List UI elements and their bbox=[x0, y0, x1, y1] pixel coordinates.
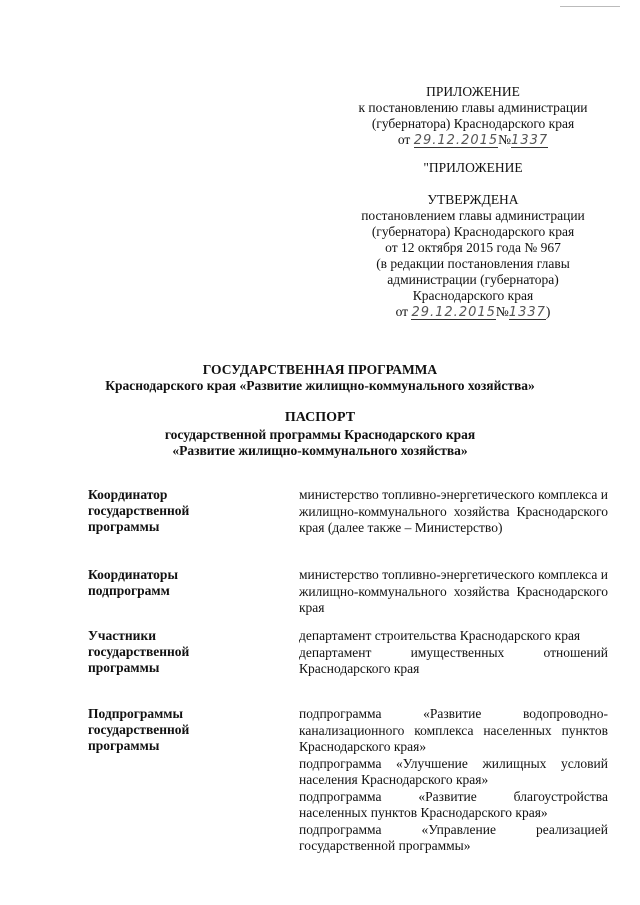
row-label bbox=[88, 487, 258, 535]
row-label-line: государственной bbox=[88, 503, 190, 518]
number-sign: № bbox=[498, 132, 512, 147]
spacer bbox=[358, 176, 588, 192]
closing-paren: ) bbox=[545, 304, 551, 319]
row-label bbox=[88, 706, 258, 754]
from-label: от bbox=[397, 132, 411, 147]
handwritten-date: 29.12.2015 bbox=[411, 305, 496, 320]
approved-title: УТВЕРЖДЕНА bbox=[427, 192, 519, 207]
passport-title: ПАСПОРТ bbox=[284, 410, 356, 425]
approval-line: (в редакции постановления главы bbox=[376, 256, 570, 271]
row-value bbox=[299, 628, 608, 678]
passport-subtitle: «Развитие жилищно-коммунального хозяйства» bbox=[172, 443, 468, 458]
row-value bbox=[299, 706, 608, 855]
row-value-text: подпрограмма «Развитие благоустройства населенных пунктов Краснодарского края» bbox=[299, 788, 608, 820]
row-value-text: подпрограмма «Управление реализацией государственной программы» bbox=[299, 821, 608, 853]
row-value-text: департамент имущественных отношений Краснодарского края bbox=[299, 644, 608, 676]
scan-edge-mark bbox=[560, 6, 620, 7]
row-value bbox=[299, 567, 608, 617]
approval-date-line bbox=[358, 304, 588, 320]
row-label-line: программы bbox=[88, 738, 160, 753]
appendix-line: к постановлению главы администрации bbox=[358, 100, 588, 115]
approval-line: (губернатора) Краснодарского края bbox=[371, 224, 575, 239]
row-label-line: государственной bbox=[88, 644, 190, 659]
row-value-text: министерство топливно-энергетического комплекса и жилищно-коммунального хозяйства Краснодарского края (далее также – Министерство) bbox=[299, 487, 608, 535]
approval-line: постановлением главы администрации bbox=[361, 208, 585, 223]
row-value-text: департамент строительства Краснодарского края bbox=[299, 628, 581, 643]
row-label-line: Подпрограммы bbox=[88, 706, 184, 721]
row-label-line: подпрограмм bbox=[88, 583, 170, 598]
row-value-text: подпрограмма «Развитие водопроводно-канализационного комплекса населенных пунктов Краснодарского края» bbox=[299, 706, 608, 754]
appendix-header bbox=[358, 84, 588, 148]
appendix-title: ПРИЛОЖЕНИЕ bbox=[426, 84, 520, 99]
approval-line: Краснодарского края bbox=[412, 288, 534, 303]
row-label-line: программы bbox=[88, 519, 160, 534]
row-label-line: Координатор bbox=[88, 487, 168, 502]
approval-line: администрации (губернатора) bbox=[387, 272, 559, 287]
approval-line: от 12 октября 2015 года № 967 bbox=[385, 240, 561, 255]
row-label bbox=[88, 628, 258, 676]
row-value bbox=[299, 487, 608, 537]
appendix-date-line bbox=[358, 132, 588, 148]
program-subtitle: Краснодарского края «Развитие жилищно-коммунального хозяйства» bbox=[105, 378, 535, 393]
program-title: ГОСУДАРСТВЕННАЯ ПРОГРАММА bbox=[202, 362, 438, 377]
row-label-line: Участники bbox=[88, 628, 157, 643]
handwritten-date: 29.12.2015 bbox=[413, 133, 499, 148]
row-label-line: государственной bbox=[88, 722, 190, 737]
row-value-text: подпрограмма «Улучшение жилищных условий населения Краснодарского края» bbox=[299, 755, 608, 787]
number-sign: № bbox=[495, 304, 509, 319]
row-label-line: Координаторы bbox=[88, 567, 178, 582]
handwritten-number: 1337 bbox=[511, 133, 549, 148]
appendix-line: (губернатора) Краснодарского края bbox=[371, 116, 575, 131]
row-value-text: министерство топливно-энергетического комплекса и жилищно-коммунального хозяйства Краснодарского края bbox=[299, 567, 608, 615]
approval-header bbox=[358, 160, 588, 320]
handwritten-number: 1337 bbox=[508, 305, 546, 320]
row-label bbox=[88, 567, 258, 599]
passport-subtitle: государственной программы Краснодарского края bbox=[164, 427, 476, 442]
row-label-line: программы bbox=[88, 660, 160, 675]
appendix-title-quoted: "ПРИЛОЖЕНИЕ bbox=[423, 160, 523, 175]
from-label: от bbox=[395, 304, 409, 319]
